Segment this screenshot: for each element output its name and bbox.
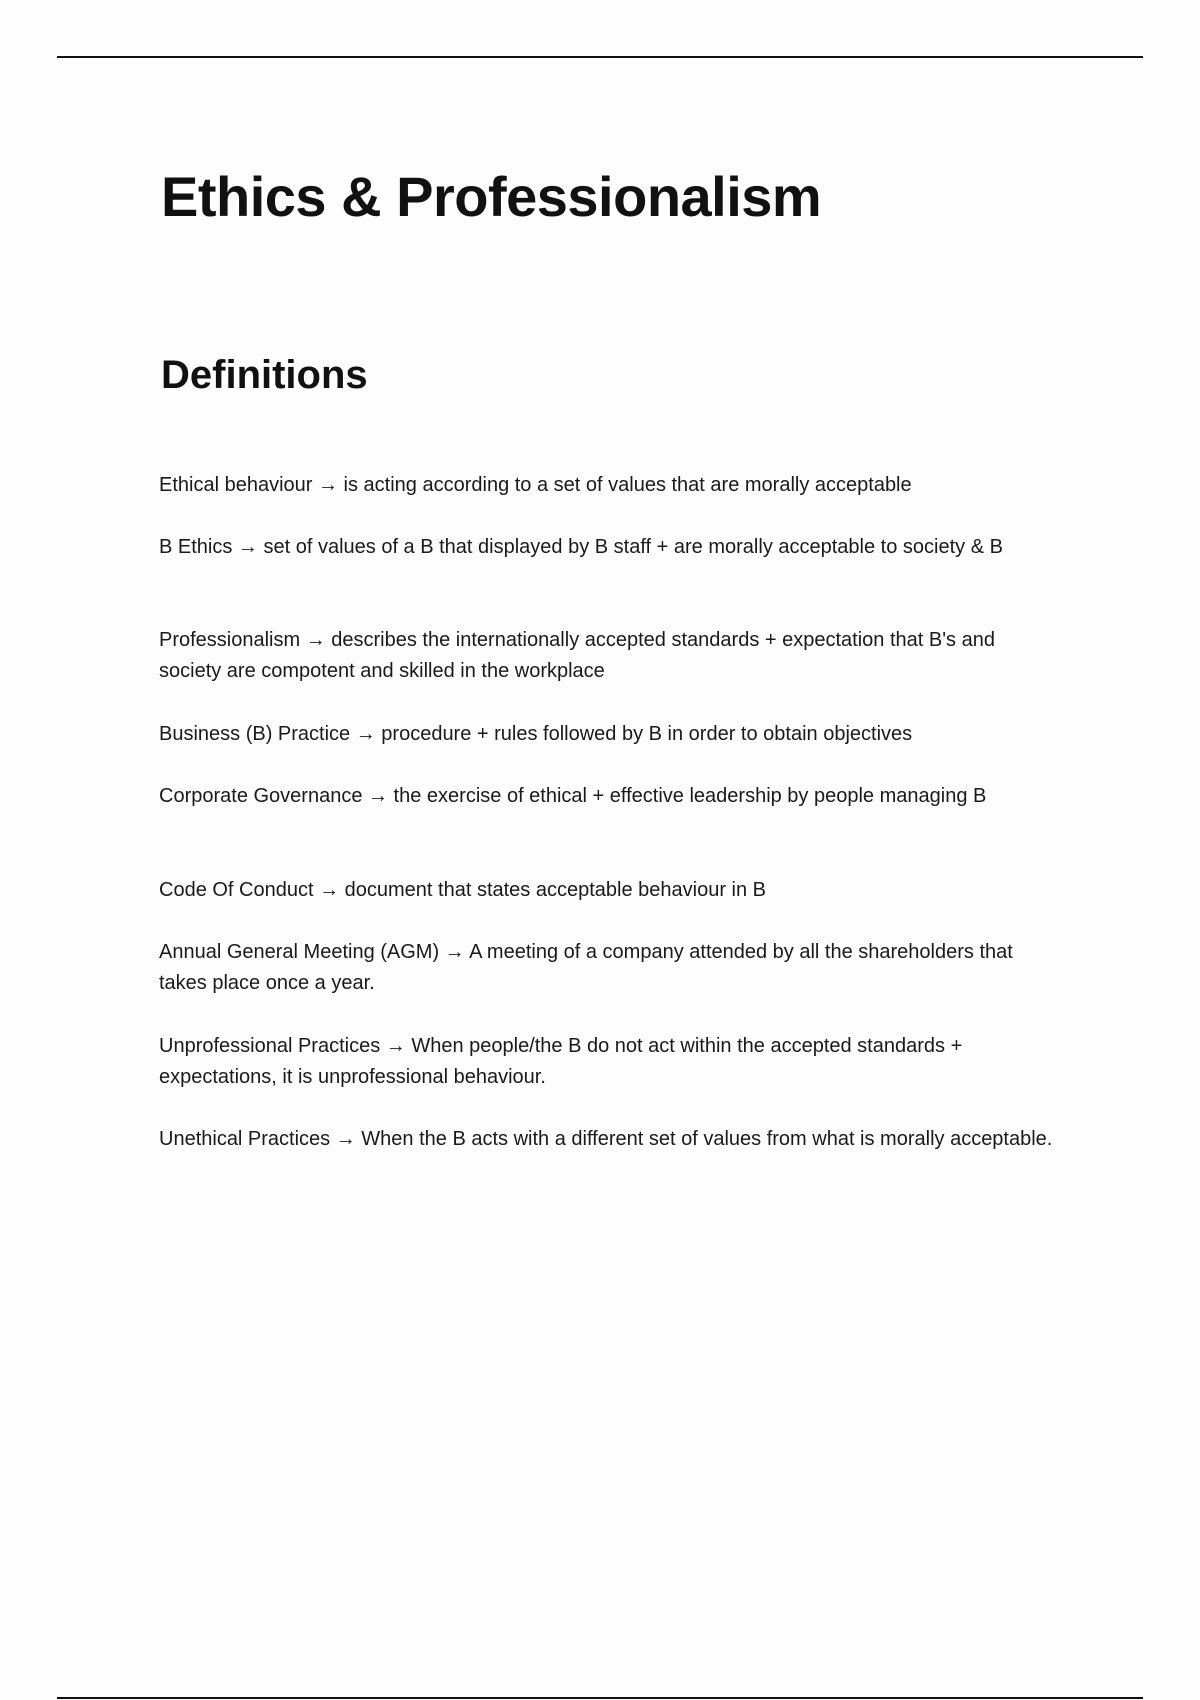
definition-item: Annual General Meeting (AGM) → A meeting of a company attended by all the shareholders that takes place once a year. [159, 941, 1013, 994]
definition-item: Code Of Conduct → document that states acceptable behaviour in B [159, 879, 767, 901]
page-title: Ethics & Professionalism [161, 165, 822, 228]
bottom-divider [57, 1697, 1143, 1699]
definition-item: Unethical Practices → When the B acts with a different set of values from what is morally acceptable. [159, 1128, 1053, 1150]
top-divider [57, 56, 1143, 58]
definition-item: Business (B) Practice → procedure + rules followed by B in order to obtain objectives [159, 723, 913, 745]
section-heading-definitions: Definitions [161, 353, 368, 397]
definition-item: Professionalism → describes the internationally accepted standards + expectation that B's and society are compotent and skilled in the workplace [159, 629, 995, 682]
definition-item: Ethical behaviour → is acting according to a set of values that are morally acceptable [159, 474, 912, 496]
definition-item: Corporate Governance → the exercise of ethical + effective leadership by people managing B [159, 785, 987, 807]
definition-item: Unprofessional Practices → When people/the B do not act within the accepted standards + expectations, it is unprofessional behaviour. [159, 1035, 963, 1088]
definition-item: B Ethics → set of values of a B that displayed by B staff + are morally acceptable to society & B [159, 536, 1003, 558]
